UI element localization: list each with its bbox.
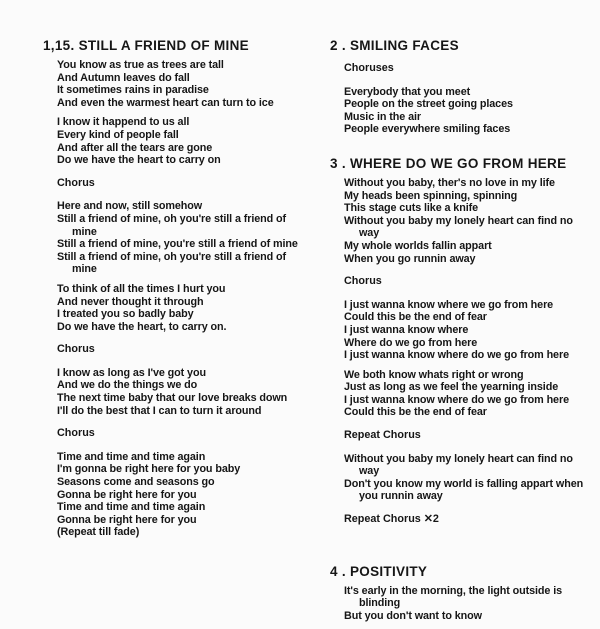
lyric-line: Do we have the heart to carry on	[57, 154, 221, 167]
lyric-line: To think of all the times I hurt you	[57, 282, 226, 295]
chorus-label: Chorus	[57, 427, 95, 440]
lyric-line: Without you baby my lonely heart can find no	[344, 214, 573, 227]
column-right	[330, 38, 592, 629]
stanza	[57, 451, 319, 539]
lyric-line: I just wanna know where	[344, 323, 469, 336]
lyric-line: Do we have the heart, to carry on.	[57, 320, 227, 333]
stanza	[344, 299, 592, 362]
lyric-line: blinding	[359, 597, 401, 610]
song-section	[330, 156, 592, 530]
lyric-line: The next time baby that our love breaks down	[57, 392, 288, 405]
stanza	[57, 59, 319, 109]
lyric-line: Here and now, still somehow	[57, 200, 203, 213]
stanza	[57, 283, 319, 333]
lyric-line: It sometimes rains in paradise	[57, 84, 209, 97]
lyric-line: I'm gonna be right here for you baby	[57, 463, 241, 476]
lyric-line: (Repeat till fade)	[57, 526, 140, 539]
lyric-line: But you don't want to know	[344, 609, 482, 622]
lyric-line: I know it happend to us all	[57, 116, 190, 129]
lyric-line: Could this be the end of fear	[344, 406, 487, 419]
lyric-line: We both know whats right or wrong	[344, 368, 524, 381]
stanza	[344, 86, 592, 136]
lyric-line: You know as true as trees are tall	[57, 59, 224, 71]
column-left	[43, 38, 319, 546]
lyric-line: This stage cuts like a knife	[344, 202, 479, 215]
lyric-line: People on the street going places	[344, 98, 513, 111]
lyric-line: Gonna be right here for you	[57, 513, 197, 526]
lyric-line: Time and time and time again	[57, 501, 206, 514]
song-title: 4 . POSITIVITY	[330, 563, 428, 579]
lyric-line: Still a friend of mine, you're still a friend of mine	[57, 238, 298, 251]
lyric-line: I just wanna know where we go from here	[344, 298, 554, 311]
stanza	[57, 116, 319, 166]
lyric-line: Still a friend of mine, oh you're still a friend of	[57, 212, 287, 225]
lyric-line: My whole worlds fallin appart	[344, 239, 492, 252]
lyric-line: mine	[72, 225, 97, 238]
lyric-line: Everybody that you meet	[344, 85, 471, 98]
lyric-line: way	[359, 465, 380, 478]
lyric-line: Could this be the end of fear	[344, 311, 487, 324]
lyric-line: Without you baby my lonely heart can find no	[344, 452, 573, 465]
lyric-line: Just as long as we feel the yearning inside	[344, 381, 559, 394]
stanza	[344, 453, 592, 503]
stanza	[344, 585, 592, 623]
lyric-line: And Autumn leaves do fall	[57, 71, 190, 84]
lyric-line: I treated you so badly baby	[57, 308, 194, 321]
lyric-line: Still a friend of mine, oh you're still a friend of	[57, 250, 287, 263]
song-section	[330, 564, 592, 623]
lyric-line: Time and time and time again	[57, 450, 206, 463]
stanza	[344, 177, 592, 265]
lyric-line: Without you baby, ther's no love in my life	[344, 176, 555, 189]
lyric-line: And we do the things we do	[57, 379, 198, 392]
lyric-line: People everywhere smiling faces	[344, 123, 511, 136]
lyric-line: I know as long as I've got you	[57, 366, 206, 379]
lyric-line: Where do we go from here	[344, 336, 478, 349]
stanza	[57, 367, 319, 417]
lyric-line: I just wanna know where do we go from here	[344, 349, 569, 362]
lyric-line: When you go runnin away	[344, 252, 476, 265]
song-section	[330, 38, 592, 136]
lyric-line: It's early in the morning, the light outside is	[344, 584, 563, 597]
song-title: 2 . SMILING FACES	[330, 38, 459, 53]
stanza	[57, 200, 319, 276]
lyric-line: way	[359, 227, 380, 240]
lyric-line: I'll do the best that I can to turn it around	[57, 404, 262, 417]
lyric-line: And never thought it through	[57, 295, 204, 308]
lyric-line: Seasons come and seasons go	[57, 476, 215, 489]
chorus-label: Chorus	[344, 275, 382, 288]
lyric-line: My heads been spinning, spinning	[344, 189, 518, 202]
lyric-line: you runnin away	[359, 490, 443, 503]
lyric-line: Don't you know my world is falling appart when	[344, 477, 584, 490]
lyric-line: And after all the tears are gone	[57, 141, 213, 154]
lyric-line: Music in the air	[344, 110, 421, 123]
song-section	[43, 38, 319, 539]
lyric-line: And even the warmest heart can turn to ice	[57, 96, 274, 109]
song-title: 1,15. STILL A FRIEND OF MINE	[43, 38, 249, 53]
chorus-label: Choruses	[344, 62, 394, 74]
lyric-line: Gonna be right here for you	[57, 488, 197, 501]
chorus-label: Chorus	[57, 343, 95, 356]
stanza	[344, 369, 592, 419]
chorus-label: Chorus	[57, 176, 95, 189]
lyric-line: I just wanna know where do we go from here	[344, 393, 569, 406]
chorus-label: Repeat Chorus	[344, 429, 421, 442]
chorus-label: Repeat Chorus ✕2	[344, 513, 439, 526]
song-title: 3 . WHERE DO WE GO FROM HERE	[330, 155, 567, 171]
lyric-line: Every kind of people fall	[57, 128, 179, 141]
lyric-line: mine	[72, 263, 97, 276]
